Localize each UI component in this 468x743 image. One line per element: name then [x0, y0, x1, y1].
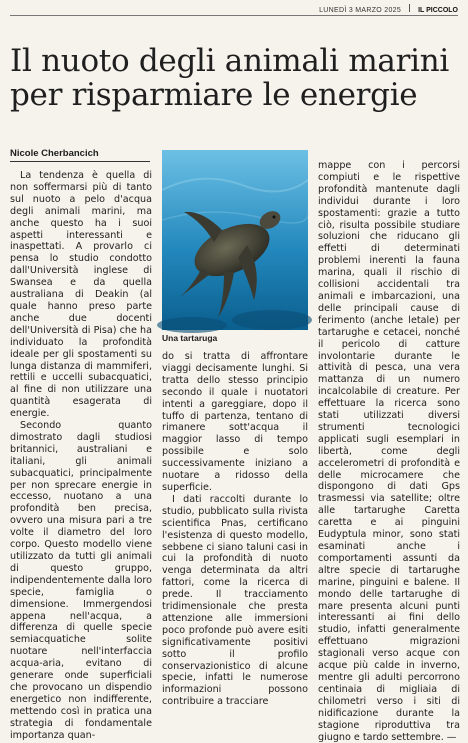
header-rule: [10, 15, 458, 16]
masthead: [319, 4, 458, 14]
sea-turtle-photo: [162, 150, 308, 330]
byline-rule: [10, 161, 150, 162]
author-byline: Nicole Cherbancich: [10, 148, 99, 159]
article-column-3: [318, 160, 460, 743]
newspaper-name: IL PICCOLO: [418, 7, 458, 14]
paragraph: mappe con i percorsi compiuti e le rispettive profondità mantenute dagli individui durante i loro spostamenti: grazie a tutto ciò, risulta possibile studiare soluzioni che riducano gli effetti di determinati problemi inerenti la fauna marina, quali il rischio di collisioni accidentali tra animali e imbarcazioni, una delle principali cause di ferimento (anche letale) per tartarughe e cetacei, nonché il pericolo di catture involontarie durante le attività di pesca, una vera mattanza di un numero incalcolabile di creature. Per effettuare la ricerca sono stati utilizzati diversi strumenti tecnologici applicati sugli esemplari in libertà, come degli accelerometri di profondità e delle microcamere che dispongono di dati Gps trasmessi via satellite; oltre alle tartarughe Caretta caretta e ai pinguini Eudyptula minor, sono stati esaminati anche i comportamenti assunti da altre specie di tartarughe marine, pinguini e balene. Il mondo delle tartarughe di mare presenta alcuni punti interessanti ai fini dello studio, infatti generalmente effettuano migrazioni stagionali verso acque con acque più calde in inverno, mentre gli adulti percorrono centinaia di migliaia di chilometri verso i siti di nidificazione durante la stagione riproduttiva tra giugno e tardo settembre. —: [318, 160, 460, 743]
article-title: Il nuoto degli animali marini per risparmiare le energie: [10, 43, 450, 113]
issue-date: LUNEDÌ 3 MARZO 2025: [319, 7, 402, 14]
article-column-2: [162, 351, 308, 711]
sea-turtle-illustration: [162, 150, 308, 330]
masthead-divider: [409, 4, 410, 12]
paragraph: I dati raccolti durante lo studio, pubblicato sulla rivista scientifica Pnas, certificano l'esistenza di questo modello, sebbene ci siano taluni casi in cui la profondità di nuoto venga determinata da altri fattori, come la ricerca di prede. Il tracciamento tridimensionale che presta attenzione alle immersioni poco profonde può avere esiti significativamente positivi sotto il profilo conservazionistico di alcune specie, infatti le numerose informazioni possono contribuire a tracciare: [162, 493, 308, 708]
photo-caption: Una tartaruga: [162, 333, 218, 343]
paragraph: do si tratta di affrontare viaggi decisamente lunghi. Si tratta dello stesso principio secondo il quale i nuotatori intenti a gareggiare, dopo il tuffo di partenza, tentano di rimanere sott'acqua il maggior lasso di tempo possibile e solo successivamente iniziano a nuotare a ridosso della superficie.: [162, 351, 308, 493]
paragraph: Secondo quanto dimostrato dagli studiosi britannici, australiani e italiani, gli animali subacquatici, principalmente per non sprecare energie in eccesso, nuotano a una profondità ben precisa, ovvero una misura pari a tre volte il diametro del loro corpo. Questo modello viene utilizzato da tutti gli animali di questo gruppo, indipendentemente dalla loro specie, famiglia o dimensione. Immergendosi appena nell'acqua, a differenza di quelle specie semiacquatiche solite nuotare nell'interfaccia acqua-aria, evitano di generare onde superficiali che provocano un dispendio energetico non indifferente, mettendo così in pratica una strategia di fondamentale importanza quan-: [10, 420, 152, 741]
paragraph: La tendenza è quella di non soffermarsi più di tanto sul nuoto a pelo d'acqua degli animali marini, ma anche questo ha i suoi aspetti interessanti e inaspettati. A provarlo ci pensa lo studio condotto dall'Università inglese di Swansea e da quella australiana di Deakin (al quale hanno preso parte anche due docenti dell'Università di Pisa) che ha individuato la profondità ideale per gli spostamenti su lunga distanza di mammiferi, rettili e uccelli subacquatici, al fine di non utilizzare una quantità esagerata di energie.: [10, 170, 152, 420]
article-column-1: [10, 170, 152, 741]
